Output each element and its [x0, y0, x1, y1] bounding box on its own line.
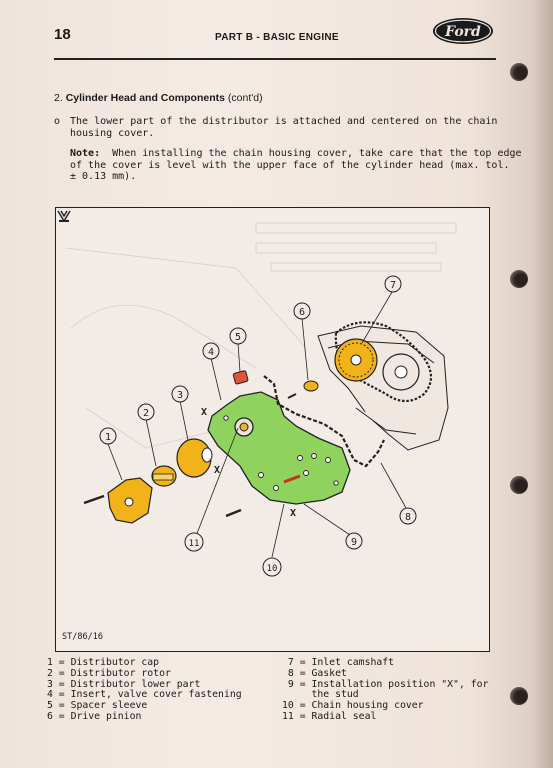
callout-9	[346, 533, 362, 549]
legend-item: 4 = Insert, valve cover fastening	[47, 689, 242, 701]
callout-7	[385, 276, 401, 292]
callout-4	[203, 343, 219, 359]
svg-text:X: X	[290, 508, 297, 519]
figure-code: ST/86/16	[62, 632, 103, 642]
header-rule	[54, 58, 496, 60]
legend-item: 5 = Spacer sleeve	[47, 700, 148, 712]
callout-6	[294, 303, 310, 319]
legend-item: 1 = Distributor cap	[47, 657, 160, 668]
svg-text:9: 9	[350, 537, 358, 548]
legend-left-column	[47, 658, 242, 723]
section-number: 2.	[54, 92, 63, 104]
note-paragraph: Note: When installing the chain housing cover, take care that the top edge of the cover is level with the upper face of the cylinder head (max. tol. ± 0.13 mm).	[70, 148, 522, 182]
svg-text:10: 10	[266, 564, 278, 574]
svg-text:X: X	[214, 465, 221, 476]
svg-text:4: 4	[207, 347, 215, 358]
svg-text:5: 5	[234, 332, 242, 343]
legend-item: the stud	[282, 689, 359, 701]
svg-text:8: 8	[404, 512, 412, 523]
callout-5	[230, 328, 246, 344]
callout-11	[185, 533, 203, 551]
svg-text:X: X	[201, 407, 208, 418]
publisher-mark-icon	[56, 208, 72, 224]
legend-item: 7 = Inlet camshaft	[282, 657, 395, 668]
legend-item: 2 = Distributor rotor	[47, 667, 171, 679]
legend-item: 10 = Chain housing cover	[282, 700, 424, 712]
ford-logo-icon	[432, 17, 494, 45]
diagram-drawing	[56, 208, 490, 652]
svg-text:3: 3	[176, 390, 184, 401]
chain-housing-cover	[208, 392, 350, 504]
body-paragraph: The lower part of the distributor is attached and centered on the chain housing cover.	[70, 116, 498, 139]
section-heading	[54, 92, 263, 104]
binder-hole-icon	[510, 270, 528, 288]
svg-text:11: 11	[188, 539, 200, 549]
callout-1	[100, 428, 116, 444]
page-number: 18	[54, 26, 71, 43]
legend-item: 3 = Distributor lower part	[47, 678, 201, 690]
section-title: Cylinder Head and Components	[65, 92, 225, 104]
binder-hole-icon	[510, 63, 528, 81]
callout-3	[172, 386, 188, 402]
legend-item: 8 = Gasket	[282, 667, 347, 679]
svg-text:7: 7	[389, 280, 397, 291]
legend-item: 9 = Installation position "X", for	[282, 678, 489, 690]
callout-2	[138, 404, 154, 420]
exploded-diagram	[55, 207, 490, 652]
svg-text:1: 1	[104, 432, 112, 443]
header-title: PART B - BASIC ENGINE	[215, 32, 339, 43]
svg-text:Ford: Ford	[445, 24, 481, 40]
callout-8	[400, 508, 416, 524]
section-suffix: (cont'd)	[227, 92, 263, 104]
svg-text:6: 6	[298, 307, 306, 318]
page-edge-shadow	[531, 0, 553, 768]
binder-hole-icon	[510, 687, 528, 705]
legend-item: 11 = Radial seal	[282, 710, 377, 722]
note-label: Note:	[70, 148, 101, 159]
svg-text:2: 2	[142, 408, 150, 419]
legend-right-column	[282, 658, 488, 723]
bullet-marker: o	[54, 116, 61, 127]
legend-item: 6 = Drive pinion	[47, 710, 142, 722]
binder-hole-icon	[510, 476, 528, 494]
callout-10	[263, 558, 281, 576]
